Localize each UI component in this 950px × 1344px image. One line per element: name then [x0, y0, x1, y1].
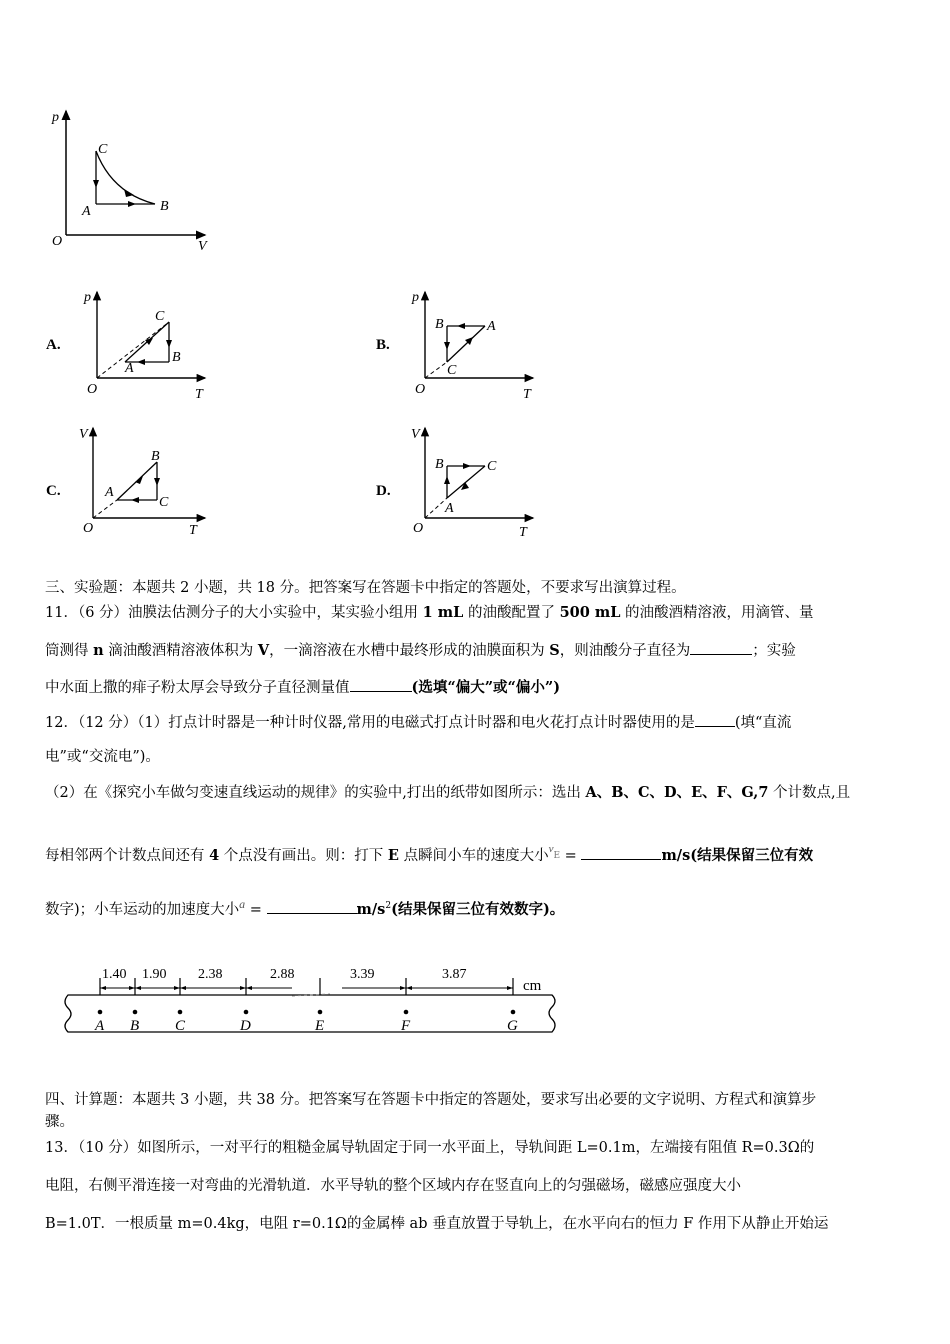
dist-bc: 1.90: [142, 967, 167, 982]
label-b: B: [160, 199, 169, 214]
svg-text:O: O: [87, 382, 98, 397]
dist-de: 2.88: [270, 967, 295, 982]
svg-text:T: T: [189, 523, 197, 538]
svg-text:T: T: [519, 525, 527, 540]
svg-text:B: B: [435, 317, 444, 332]
q13-line1: 13．（10 分）如图所示，一对平行的粗糙金属导轨固定于同一水平面上，导轨间距 L=0.1m，左端接有阻值 R=0.3Ω的: [45, 1140, 815, 1156]
svg-text:p: p: [84, 290, 91, 305]
svg-text:O: O: [415, 382, 426, 397]
q11-line1: 11．（6 分）油膜法估测分子的大小实验中，某实验小组用 1 mL 的油酸配置了 500 mL 的油酸酒精溶液，用滴管、量: [45, 604, 814, 621]
svg-text:O: O: [83, 521, 94, 536]
option-b-graph: [403, 282, 543, 402]
section3-header: 三、实验题：本题共 2 小题，共 18 分。把答案写在答题卡中指定的答题处，不要求写出演算过程。: [45, 580, 686, 596]
option-c-letter[interactable]: C.: [46, 483, 61, 499]
dist-ef: 3.39: [350, 967, 375, 982]
svg-text:C: C: [487, 459, 497, 474]
q13-line3: B=1.0T．一根质量 m=0.4kg，电阻 r=0.1Ω的金属棒 ab 垂直放置于导轨上，在水平向右的恒力 F 作用下从静止开始运: [45, 1216, 829, 1232]
main-pv-graph: [40, 95, 230, 260]
svg-text:O: O: [413, 521, 424, 536]
section4-header-line2: 骤。: [45, 1114, 74, 1130]
label-p: p: [52, 110, 59, 125]
label-o: O: [52, 234, 63, 249]
option-a-letter[interactable]: A.: [46, 337, 61, 353]
q11-line2: 筒测得 n 滴油酸酒精溶液体积为 V，一滴溶液在水槽中最终形成的油膜面积为 S，则油酸分子直径为 ；实验: [45, 642, 796, 659]
answer-blank-current[interactable]: [695, 712, 735, 727]
svg-text:T: T: [523, 387, 531, 402]
label-a: A: [82, 204, 91, 219]
q12-line3: （2）在《探究小车做匀变速直线运动的规律》的实验中,打出的纸带如图所示：选出 A、B、C、D、E、F、G,7 个计数点,且: [45, 784, 851, 801]
option-d-letter[interactable]: D.: [376, 483, 391, 499]
svg-text:B: B: [435, 457, 444, 472]
unit-label: cm: [523, 978, 542, 994]
isotherm-curve: [96, 151, 155, 204]
svg-text:C: C: [175, 1018, 186, 1034]
q12-line1: 12．（12 分）（1）打点计时器是一种计时仪器,常用的电磁式打点计时器和电火花打点计时器使用的是 (填“直流: [45, 712, 915, 733]
svg-text:B: B: [130, 1018, 140, 1034]
q11-line3: 中水面上撒的痱子粉太厚会导致分子直径测量值 (选填“偏大”或“偏小”): [45, 679, 561, 696]
svg-text:C: C: [159, 495, 169, 510]
dist-ab: 1.40: [102, 967, 127, 982]
svg-text:A: A: [95, 1018, 105, 1034]
dist-fg: 3.87: [442, 967, 467, 982]
answer-blank-velocity[interactable]: [581, 845, 661, 860]
svg-text:F: F: [401, 1018, 411, 1034]
answer-blank-acceleration[interactable]: [267, 899, 357, 914]
dist-cd: 2.38: [198, 967, 223, 982]
option-c-graph: [75, 420, 215, 540]
answer-blank-measurement[interactable]: [350, 677, 412, 692]
paper-tape-figure: [60, 960, 570, 1042]
option-a-graph: [75, 282, 215, 402]
svg-text:V: V: [79, 427, 88, 442]
answer-blank-diameter[interactable]: [690, 640, 752, 655]
svg-text:A: A: [125, 361, 134, 376]
q12-line5: 数字)；小车运动的加速度大小$^a = m/s^2$(结果保留三位有效数字)。: [45, 896, 565, 918]
svg-text:A: A: [487, 319, 496, 334]
svg-text:C: C: [155, 309, 165, 324]
label-v: V: [198, 239, 207, 254]
svg-text:E: E: [315, 1018, 325, 1034]
svg-text:A: A: [105, 485, 114, 500]
section4-header-line1: 四、计算题：本题共 3 小题，共 38 分。把答案写在答题卡中指定的答题处，要求写出必要的文字说明、方程式和演算步: [45, 1092, 817, 1108]
option-b-letter[interactable]: B.: [376, 337, 390, 353]
svg-text:B: B: [172, 350, 181, 365]
q13-line2: 电阻，右侧平滑连接一对弯曲的光滑轨道．水平导轨的整个区域内存在竖直向上的匀强磁场，磁感应强度大小: [45, 1178, 741, 1194]
svg-text:T: T: [195, 387, 203, 402]
svg-text:D: D: [240, 1018, 251, 1034]
q12-line2: 电”或“交流电”)。: [45, 749, 160, 765]
option-d-graph: [403, 420, 543, 540]
svg-text:A: A: [445, 501, 454, 516]
svg-text:G: G: [507, 1018, 518, 1034]
svg-text:C: C: [447, 363, 457, 378]
svg-text:V: V: [411, 427, 420, 442]
label-c: C: [98, 142, 108, 157]
q12-line4: 每相邻两个计数点间还有 4 个点没有画出。则：打下 E 点瞬间小车的速度大小$^v$E = m/s(结果保留三位有效: [45, 843, 814, 864]
svg-text:p: p: [412, 290, 419, 305]
svg-text:B: B: [151, 449, 160, 464]
